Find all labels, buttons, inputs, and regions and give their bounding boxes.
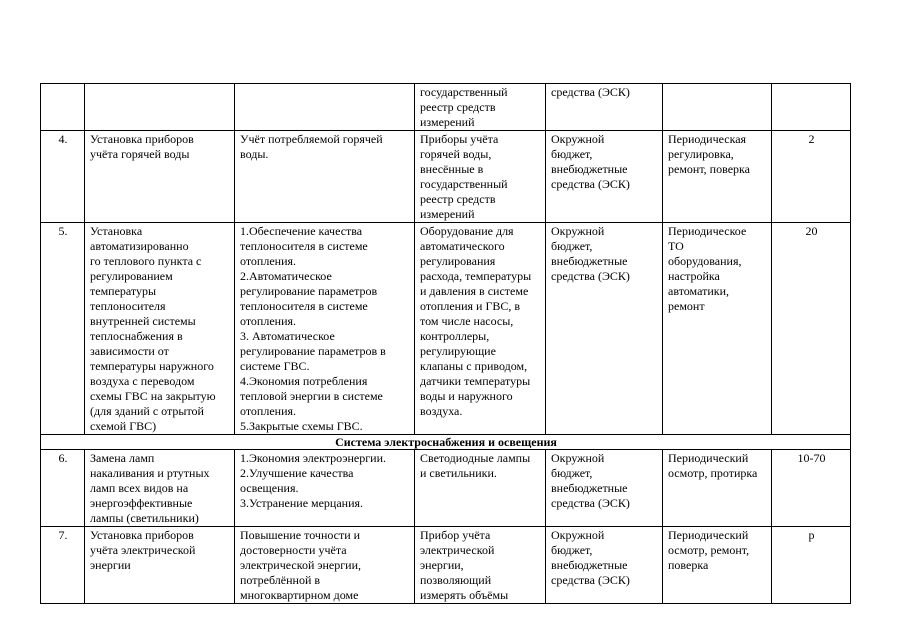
table-row [41, 223, 851, 435]
measure-name: Замена ламп накаливания и ртутных ламп всех видов на энергоэффективные лампы (светильники) [85, 450, 235, 527]
measure-quantity: 10-70 [772, 450, 851, 527]
measure-name: Установка приборов учёта горячей воды [85, 131, 235, 223]
measure-equipment: Светодиодные лампы и светильники. [415, 450, 546, 527]
row-number [41, 84, 85, 131]
measure-service: Периодическая регулировка, ремонт, поверка [663, 131, 772, 223]
measure-funding: средства (ЭСК) [546, 84, 663, 131]
measure-funding: Окружной бюджет, внебюджетные средства (ЭСК) [546, 223, 663, 435]
measure-service: Периодический осмотр, ремонт, поверка [663, 527, 772, 604]
measure-service: Периодическое ТО оборудования, настройка автоматики, ремонт [663, 223, 772, 435]
measure-funding: Окружной бюджет, внебюджетные средства (ЭСК) [546, 450, 663, 527]
measure-purpose [235, 84, 415, 131]
row-number: 4. [41, 131, 85, 223]
row-number: 5. [41, 223, 85, 435]
table-row [41, 84, 851, 131]
measure-equipment: Приборы учёта горячей воды, внесённые в государственный реестр средств измерений [415, 131, 546, 223]
section-title: Система электроснабжения и освещения [41, 435, 851, 450]
row-number: 6. [41, 450, 85, 527]
measure-purpose: 1.Экономия электроэнергии. 2.Улучшение качества освещения. 3.Устранение мерцания. [235, 450, 415, 527]
measure-purpose: Учёт потребляемой горячей воды. [235, 131, 415, 223]
measure-quantity: 20 [772, 223, 851, 435]
table-row [41, 131, 851, 223]
measure-equipment: государственный реестр средств измерений [415, 84, 546, 131]
measure-funding: Окружной бюджет, внебюджетные средства (ЭСК) [546, 527, 663, 604]
table-row [41, 450, 851, 527]
measure-funding: Окружной бюджет, внебюджетные средства (ЭСК) [546, 131, 663, 223]
measures-table [40, 83, 851, 604]
measure-equipment: Оборудование для автоматического регулирования расхода, температуры и давления в системе отопления и ГВС, в том числе насосы, контроллеры, регулирующие клапаны с приводом, датчики температуры воды и наружного воздуха. [415, 223, 546, 435]
measure-name [85, 84, 235, 131]
measure-name: Установка автоматизированно го теплового пункта с регулированием температуры теплоносителя внутренней системы теплоснабжения в зависимости от температуры наружного воздуха с переводом схемы ГВС на закрытую (для зданий с отрытой схемой ГВС) [85, 223, 235, 435]
row-number: 7. [41, 527, 85, 604]
measure-service [663, 84, 772, 131]
measure-quantity: р [772, 527, 851, 604]
measure-equipment: Прибор учёта электрической энергии, позволяющий измерять объёмы [415, 527, 546, 604]
measure-service: Периодический осмотр, протирка [663, 450, 772, 527]
table-row [41, 527, 851, 604]
measure-name: Установка приборов учёта электрической энергии [85, 527, 235, 604]
section-row [41, 435, 851, 450]
measure-quantity: 2 [772, 131, 851, 223]
measure-purpose: 1.Обеспечение качества теплоносителя в системе отопления. 2.Автоматическое регулирование параметров теплоносителя в системе отопления. 3. Автоматическое регулирование параметров в системе ГВС. 4.Экономия потребления тепловой энергии в системе отопления. 5.Закрытые схемы ГВС. [235, 223, 415, 435]
measure-purpose: Повышение точности и достоверности учёта электрической энергии, потреблённой в многоквартирном доме [235, 527, 415, 604]
measure-quantity [772, 84, 851, 131]
